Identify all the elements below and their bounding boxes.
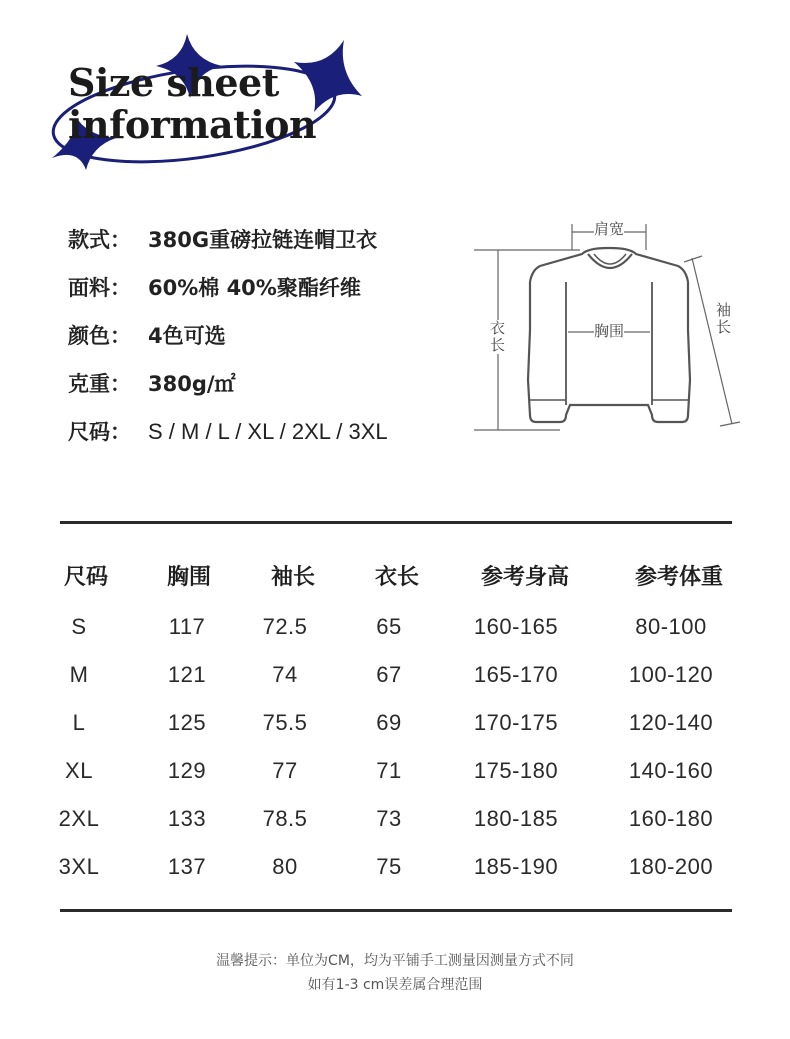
cell-sleeve: 74 bbox=[272, 662, 298, 687]
cell-sleeve: 75.5 bbox=[262, 710, 308, 735]
measurement-note-line1: 温馨提示：单位为CM，均为平铺手工测量因测量方式不同 bbox=[216, 953, 574, 969]
cell-weight: 160-180 bbox=[628, 806, 714, 831]
header-height: 参考身高 bbox=[480, 565, 570, 590]
cell-size: S bbox=[71, 614, 87, 639]
cell-height: 175-180 bbox=[473, 758, 559, 783]
cell-height: 170-175 bbox=[473, 710, 559, 735]
cell-length: 73 bbox=[376, 806, 402, 831]
cell-chest: 137 bbox=[167, 854, 207, 879]
header-weight: 参考体重 bbox=[634, 565, 724, 590]
cell-weight: 140-160 bbox=[628, 758, 714, 783]
cell-length: 65 bbox=[376, 614, 402, 639]
table-bottom-rule bbox=[60, 909, 732, 912]
spec-weight bbox=[68, 368, 236, 398]
cell-size: XL bbox=[65, 758, 93, 783]
cell-weight: 100-120 bbox=[628, 662, 714, 687]
shoulder-width-label: 肩宽 bbox=[594, 220, 625, 238]
cell-sleeve: 80 bbox=[272, 854, 298, 879]
cell-height: 185-190 bbox=[473, 854, 559, 879]
cell-height: 160-165 bbox=[473, 614, 559, 639]
cell-length: 75 bbox=[376, 854, 402, 879]
cell-sleeve: 72.5 bbox=[262, 614, 308, 639]
table-top-rule bbox=[60, 521, 732, 524]
spec-label: 款式： bbox=[68, 228, 131, 252]
spec-value: 380G重磅拉链连帽卫衣 bbox=[148, 228, 378, 252]
cell-chest: 125 bbox=[167, 710, 207, 735]
chest-label: 胸围 bbox=[594, 322, 625, 340]
spec-value: 4色可选 bbox=[148, 324, 226, 348]
cell-size: M bbox=[69, 662, 89, 687]
cell-height: 180-185 bbox=[473, 806, 559, 831]
cell-size: 2XL bbox=[58, 806, 100, 831]
cell-size: 3XL bbox=[58, 854, 100, 879]
cell-length: 67 bbox=[376, 662, 402, 687]
spec-style bbox=[68, 224, 377, 254]
measurement-note-line2: 如有1-3 cm误差属合理范围 bbox=[307, 977, 483, 993]
logo-title-line1: Size sheet bbox=[68, 60, 279, 105]
sweatshirt-measure-diagram bbox=[470, 210, 750, 450]
cell-sleeve: 78.5 bbox=[262, 806, 308, 831]
cell-size: L bbox=[72, 710, 86, 735]
header-sleeve: 袖长 bbox=[270, 565, 316, 590]
spec-sizes bbox=[68, 416, 388, 446]
cell-length: 71 bbox=[376, 758, 402, 783]
spec-label: 颜色： bbox=[68, 324, 131, 348]
cell-height: 165-170 bbox=[473, 662, 559, 687]
header-chest: 胸围 bbox=[166, 565, 212, 590]
length-label: 衣长 bbox=[490, 319, 506, 354]
spec-value: 380g/㎡ bbox=[148, 372, 236, 396]
logo-title-line2: information bbox=[68, 102, 317, 147]
spec-value: 60%棉 40%聚酯纤维 bbox=[148, 276, 361, 300]
spec-label: 尺码： bbox=[68, 420, 131, 444]
sleeve-length-label: 袖长 bbox=[716, 301, 732, 336]
cell-weight: 120-140 bbox=[628, 710, 714, 735]
spec-color bbox=[68, 320, 226, 350]
spec-value: S / M / L / XL / 2XL / 3XL bbox=[148, 419, 388, 444]
cell-chest: 133 bbox=[167, 806, 207, 831]
cell-weight: 80-100 bbox=[635, 614, 707, 639]
header-length: 衣长 bbox=[374, 565, 420, 590]
header-size: 尺码 bbox=[63, 565, 109, 590]
spec-label: 面料： bbox=[68, 276, 131, 300]
cell-chest: 129 bbox=[167, 758, 207, 783]
spec-label: 克重： bbox=[68, 372, 131, 396]
cell-weight: 180-200 bbox=[628, 854, 714, 879]
cell-length: 69 bbox=[376, 710, 402, 735]
cell-sleeve: 77 bbox=[272, 758, 298, 783]
cell-chest: 121 bbox=[167, 662, 207, 687]
cell-chest: 117 bbox=[168, 614, 206, 639]
spec-fabric bbox=[68, 272, 361, 302]
